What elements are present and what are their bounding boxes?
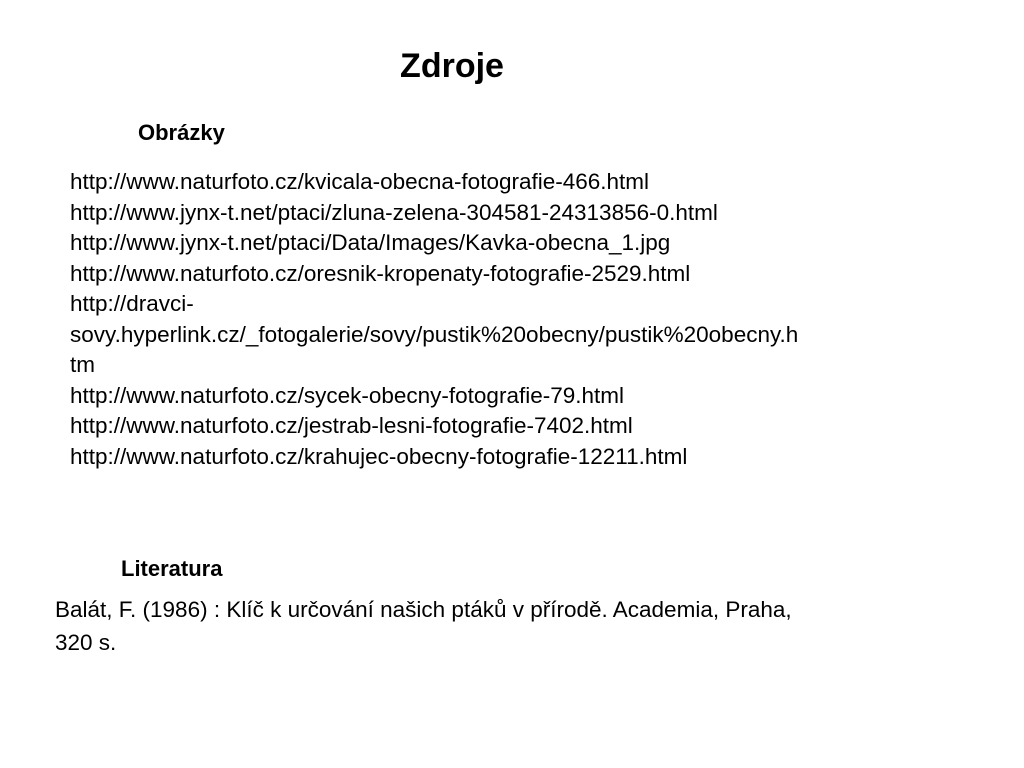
- image-source-link: http://www.jynx-t.net/ptaci/Data/Images/Kavka-obecna_1.jpg: [70, 230, 671, 255]
- image-source-list: [70, 167, 1000, 472]
- image-source-link: http://www.jynx-t.net/ptaci/zluna-zelena-304581-24313856-0.html: [70, 199, 718, 225]
- literature-heading: Literatura: [121, 556, 223, 581]
- image-source-link: http://www.naturfoto.cz/kvicala-obecna-fotografie-466.html: [70, 169, 650, 194]
- image-source-link: http://www.naturfoto.cz/sycek-obecny-fotografie-79.html: [70, 382, 624, 408]
- image-source-link: sovy.hyperlink.cz/_fotogalerie/sovy/pustik%20obecny/pustik%20obecny.h: [70, 321, 799, 347]
- literature-citation-line: Balát, F. (1986) : Klíč k určování našich ptáků v přírodě. Academia, Praha,: [55, 597, 792, 622]
- literature-citation-line: 320 s.: [55, 630, 117, 655]
- image-source-link: http://dravci-: [70, 291, 194, 316]
- image-source-link: http://www.naturfoto.cz/jestrab-lesni-fotografie-7402.html: [70, 413, 633, 438]
- literature-citation: [55, 593, 995, 659]
- images-heading: Obrázky: [138, 120, 225, 145]
- image-source-link: tm: [70, 352, 95, 377]
- slide-title: Zdroje: [400, 47, 504, 85]
- image-source-link: http://www.naturfoto.cz/krahujec-obecny-fotografie-12211.html: [70, 443, 688, 469]
- image-source-link: http://www.naturfoto.cz/oresnik-kropenaty-fotografie-2529.html: [70, 260, 691, 286]
